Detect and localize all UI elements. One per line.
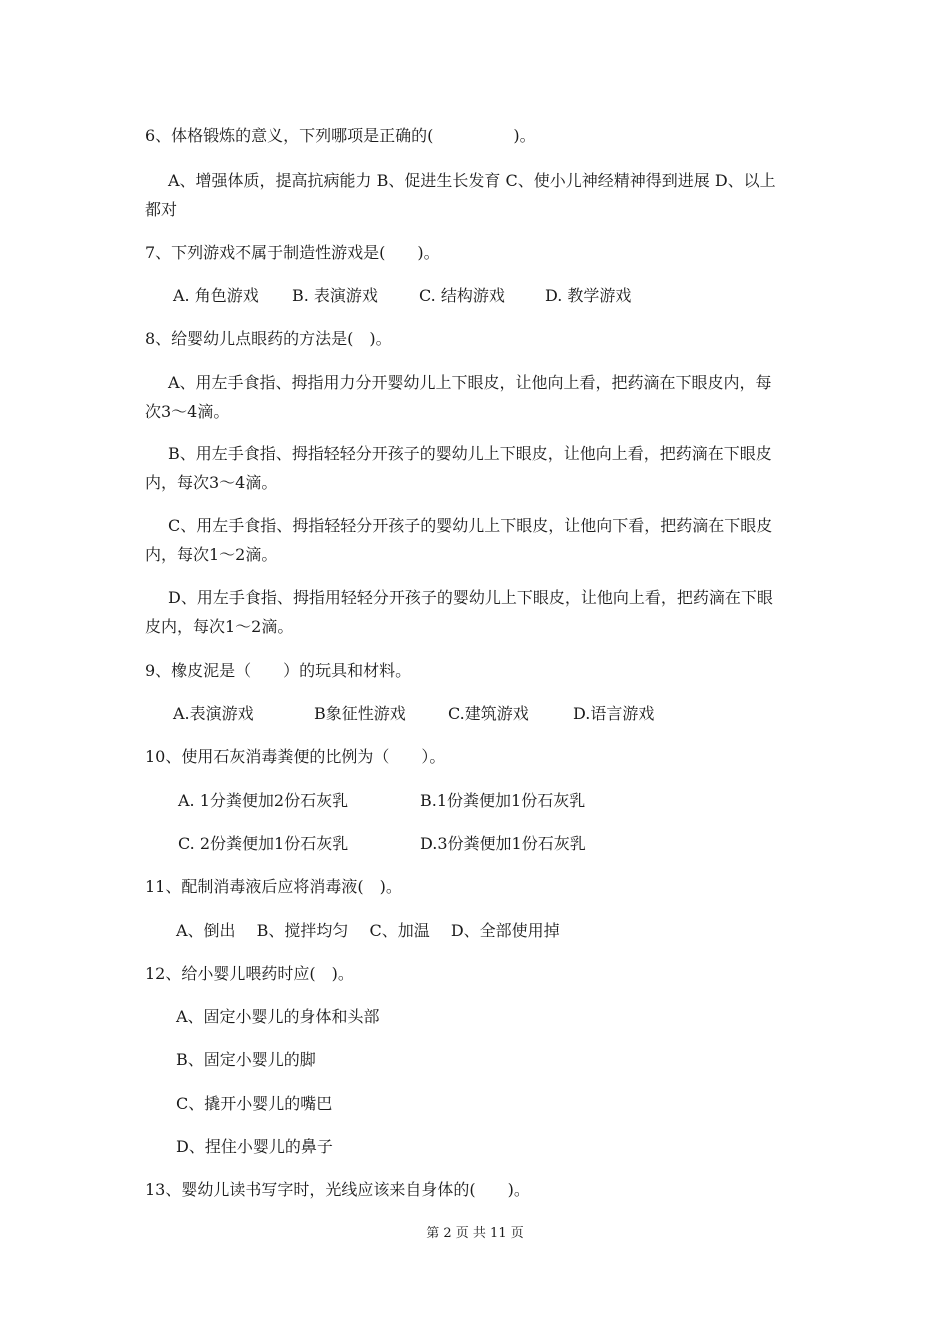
question-7-option-a: A. 角色游戏: [173, 286, 259, 305]
question-9-option-b: B象征性游戏: [314, 704, 406, 723]
question-8-option-a-cont: 次3～4滴。: [145, 402, 230, 421]
page-footer: 第 2 页 共 11 页: [426, 1226, 524, 1241]
question-9-stem: 9、橡皮泥是（ ）的玩具和材料。: [145, 661, 412, 680]
question-13-stem: 13、婴幼儿读书写字时，光线应该来自身体的( )。: [145, 1180, 530, 1199]
question-8-option-d-cont: 皮内，每次1～2滴。: [145, 617, 294, 636]
question-8-stem: 8、给婴幼儿点眼药的方法是( )。: [145, 329, 392, 348]
question-9-option-c: C.建筑游戏: [448, 704, 529, 723]
question-9-option-d: D.语言游戏: [573, 704, 655, 723]
question-7-option-c: C. 结构游戏: [419, 286, 505, 305]
question-12-option-c: C、撬开小婴儿的嘴巴: [176, 1094, 333, 1113]
question-12-option-b: B、固定小婴儿的脚: [176, 1050, 316, 1069]
question-8-option-c-cont: 内，每次1～2滴。: [145, 545, 278, 564]
question-12-option-a: A、固定小婴儿的身体和头部: [176, 1007, 380, 1026]
question-6-stem: 6、体格锻炼的意义，下列哪项是正确的( )。: [145, 126, 536, 145]
question-8-option-d: D、用左手食指、拇指用轻轻分开孩子的婴幼儿上下眼皮，让他向上看，把药滴在下眼: [168, 588, 773, 607]
question-7-option-d: D. 教学游戏: [545, 286, 632, 305]
question-12-option-d: D、捏住小婴儿的鼻子: [176, 1137, 333, 1156]
question-8-option-b: B、用左手食指、拇指轻轻分开孩子的婴幼儿上下眼皮，让他向上看，把药滴在下眼皮: [168, 444, 772, 463]
question-10-stem: 10、使用石灰消毒粪便的比例为（ ）。: [145, 747, 446, 766]
question-7-stem: 7、下列游戏不属于制造性游戏是( )。: [145, 243, 440, 262]
question-8-option-a: A、用左手食指、拇指用力分开婴幼儿上下眼皮，让他向上看，把药滴在下眼皮内，每: [168, 373, 772, 392]
question-11-options: A、倒出 B、搅拌均匀 C、加温 D、全部使用掉: [176, 921, 560, 940]
question-10-option-c: C. 2份粪便加1份石灰乳: [178, 834, 349, 853]
question-8-option-c: C、用左手食指、拇指轻轻分开孩子的婴幼儿上下眼皮，让他向下看，把药滴在下眼皮: [168, 516, 773, 535]
question-7-option-b: B. 表演游戏: [292, 286, 378, 305]
question-6-options-cont: 都对: [145, 200, 178, 219]
question-10-option-a: A. 1分粪便加2份石灰乳: [178, 791, 349, 810]
question-6-options: A、增强体质，提高抗病能力 B、促进生长发育 C、使小儿神经精神得到进展 D、以上: [168, 171, 776, 190]
question-10-option-d: D.3份粪便加1份石灰乳: [420, 834, 586, 853]
question-12-stem: 12、给小婴儿喂药时应( )。: [145, 964, 354, 983]
question-8-option-b-cont: 内，每次3～4滴。: [145, 473, 278, 492]
question-10-option-b: B.1份粪便加1份石灰乳: [420, 791, 586, 810]
question-9-option-a: A.表演游戏: [173, 704, 254, 723]
question-11-stem: 11、配制消毒液后应将消毒液( )。: [145, 877, 402, 896]
